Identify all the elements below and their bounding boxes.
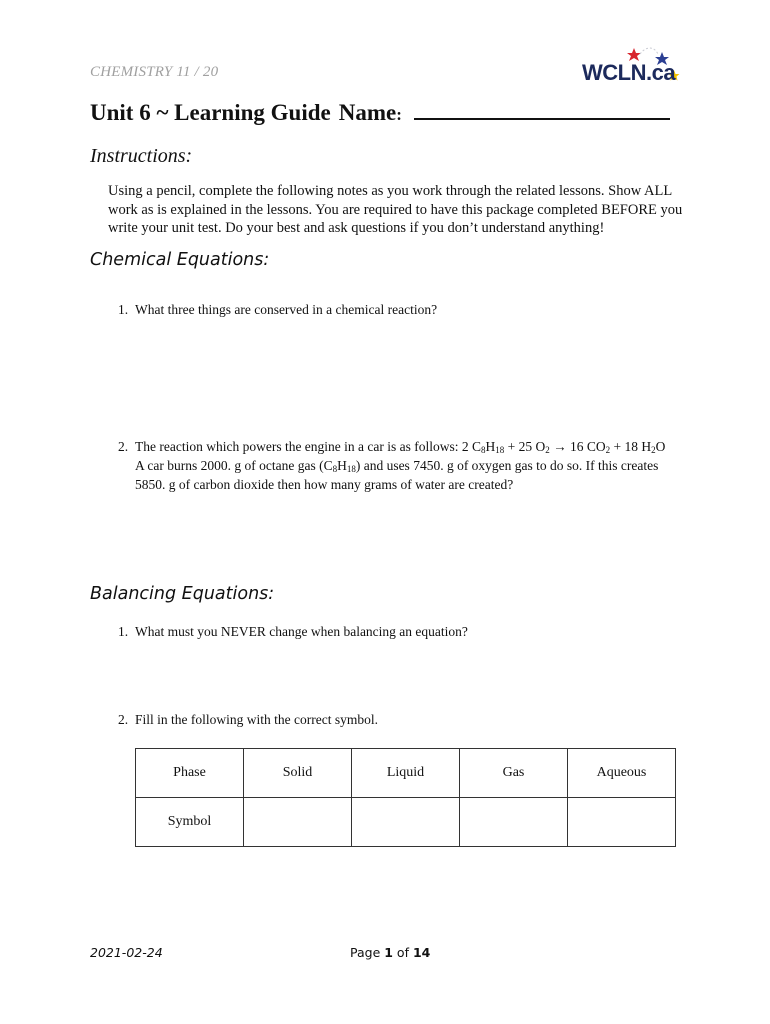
- name-label: Name: [338, 100, 397, 125]
- question-text: What must you NEVER change when balancing an equation?: [135, 624, 468, 639]
- table-header-cell: Liquid: [352, 749, 460, 798]
- symbol-answer-cell[interactable]: [244, 798, 352, 847]
- table-header-cell: Gas: [460, 749, 568, 798]
- phase-symbol-table: [135, 748, 676, 847]
- question-number: 2.: [118, 439, 129, 454]
- wcln-logo: [582, 44, 682, 90]
- question-text: What three things are conserved in a chemical reaction?: [135, 302, 438, 317]
- table-row: [136, 749, 676, 798]
- arrow-icon: →: [549, 439, 571, 454]
- question-line-1: The reaction which powers the engine in a car is as follows: 2 $C_8H_{18} + 25$ $O_2 \to 16$ $CO_2 + 18$ $H_2O$: [135, 439, 666, 455]
- chemical-equations-heading: Chemical Equations:: [90, 250, 270, 270]
- footer-page-number: Page 1 of 14: [350, 945, 431, 960]
- question-number: 1.: [118, 624, 129, 639]
- symbol-answer-cell[interactable]: [352, 798, 460, 847]
- question-text: Fill in the following with the correct symbol.: [135, 712, 378, 727]
- balancing-question-2: [118, 710, 688, 730]
- instructions-heading: Instructions:: [90, 145, 193, 167]
- symbol-answer-cell[interactable]: [568, 798, 676, 847]
- table-row-label: Symbol: [136, 798, 244, 847]
- question-number: 2.: [118, 712, 129, 727]
- question-number: 1.: [118, 302, 129, 317]
- table-header-cell: Aqueous: [568, 749, 676, 798]
- balancing-question-1: [118, 622, 688, 642]
- footer-date: 2021-02-24: [90, 945, 163, 960]
- name-colon: :: [396, 105, 402, 124]
- question-line-3: 5850. g of carbon dioxide then how many grams of water are created?: [135, 477, 514, 492]
- name-blank-line[interactable]: [414, 98, 670, 120]
- chemical-question-2: [118, 437, 688, 497]
- table-header-cell: Solid: [244, 749, 352, 798]
- page-title: [90, 98, 670, 126]
- unit-title: Unit 6 ~ Learning Guide: [90, 100, 331, 125]
- table-header-cell: Phase: [136, 749, 244, 798]
- question-line-2: A car burns 2000. g of octane gas $(C_8H_{18})$ and uses 7450. g of oxygen gas to do so. If this creates: [135, 458, 659, 474]
- balancing-equations-heading: Balancing Equations:: [90, 584, 275, 604]
- logo-text: WCLN.ca: [582, 60, 676, 85]
- instructions-body: Using a pencil, complete the following notes as you work through the related lessons. Show ALL work as is explained in the lessons. You are required to have this package completed BEFORE you write your unit test. Do your best and ask questions if you don’t understand anything!: [108, 183, 683, 236]
- chemical-question-1: [118, 300, 688, 320]
- table-row: [136, 798, 676, 847]
- symbol-answer-cell[interactable]: [460, 798, 568, 847]
- course-header: CHEMISTRY 11 / 20: [90, 64, 219, 80]
